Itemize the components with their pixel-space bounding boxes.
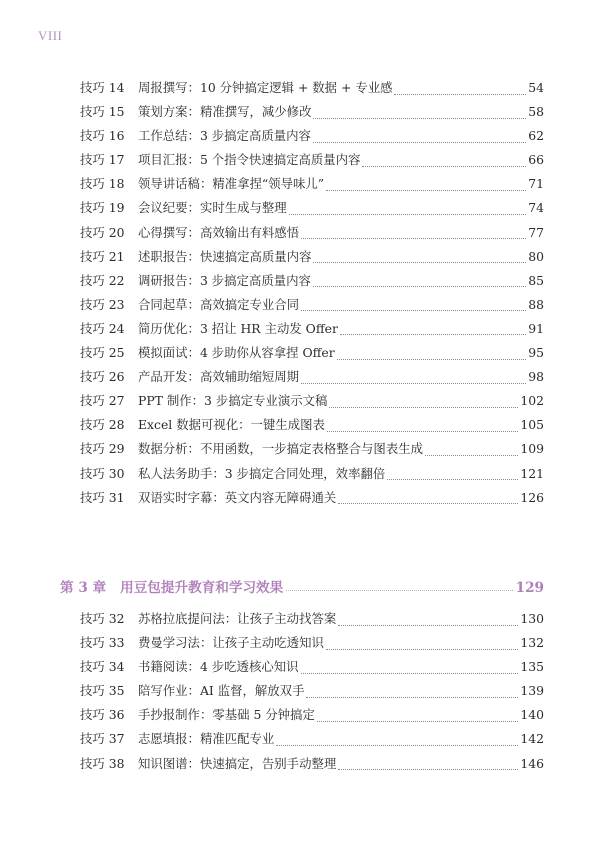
toc-entry[interactable] bbox=[80, 271, 544, 295]
chapter-heading[interactable] bbox=[60, 576, 544, 596]
toc-entry-page: 88 bbox=[528, 296, 544, 312]
toc-entry-page: 109 bbox=[520, 441, 544, 457]
toc-entry-title: 知识图谱：快速搞定，告别手动整理 bbox=[138, 755, 337, 771]
toc-entry-label: 技巧 31 bbox=[80, 489, 125, 505]
chapter-title: 用豆包提升教育和学习效果 bbox=[120, 580, 284, 596]
toc-entry-label: 技巧 34 bbox=[80, 659, 125, 675]
dot-leader bbox=[289, 214, 527, 215]
toc-entry-label: 技巧 15 bbox=[80, 104, 125, 120]
dot-leader bbox=[327, 431, 518, 432]
toc-entry-page: 74 bbox=[528, 200, 544, 216]
dot-leader bbox=[306, 697, 518, 698]
dot-leader bbox=[301, 673, 519, 674]
dot-leader bbox=[301, 383, 526, 384]
toc-entry-label: 技巧 35 bbox=[80, 683, 125, 699]
toc-entry-page: 91 bbox=[528, 320, 544, 336]
toc-entry-page: 80 bbox=[528, 248, 544, 264]
toc-entry-title: 工作总结：3 步搞定高质量内容 bbox=[138, 128, 311, 144]
toc-entry-page: 146 bbox=[520, 755, 544, 771]
toc-entry-label: 技巧 29 bbox=[80, 441, 125, 457]
toc-entry-title: Excel 数据可视化：一键生成图表 bbox=[138, 417, 325, 433]
dot-leader bbox=[338, 503, 518, 504]
toc-entry-page: 95 bbox=[528, 345, 544, 361]
toc-entry[interactable] bbox=[80, 78, 544, 102]
dot-leader bbox=[317, 721, 519, 722]
toc-entry-label: 技巧 33 bbox=[80, 635, 125, 651]
dot-leader bbox=[301, 238, 526, 239]
toc-entry[interactable] bbox=[80, 150, 544, 174]
toc-entry[interactable] bbox=[80, 633, 544, 657]
toc-entry-title: 会议纪要：实时生成与整理 bbox=[138, 200, 287, 216]
toc-entry-label: 技巧 19 bbox=[80, 200, 125, 216]
toc-entry-page: 58 bbox=[528, 104, 544, 120]
toc-entry-title: 双语实时字幕：英文内容无障碍通关 bbox=[138, 489, 337, 505]
chapter-page-number: 129 bbox=[515, 580, 544, 596]
toc-list-top bbox=[80, 78, 544, 512]
toc-entry-title: 书籍阅读：4 步吃透核心知识 bbox=[138, 659, 299, 675]
toc-entry-label: 技巧 26 bbox=[80, 369, 125, 385]
toc-entry-label: 技巧 38 bbox=[80, 755, 125, 771]
toc-entry-label: 技巧 27 bbox=[80, 393, 125, 409]
dot-leader bbox=[394, 94, 526, 95]
dot-leader bbox=[326, 190, 526, 191]
toc-entry[interactable] bbox=[80, 464, 544, 488]
dot-leader bbox=[387, 479, 518, 480]
toc-entry-title: 产品开发：高效辅助缩短周期 bbox=[138, 369, 300, 385]
toc-entry-title: 策划方案：精准撰写，减少修改 bbox=[138, 104, 312, 120]
dot-leader bbox=[425, 455, 518, 456]
toc-entry-label: 技巧 16 bbox=[80, 128, 125, 144]
toc-entry-label: 技巧 36 bbox=[80, 707, 125, 723]
dot-leader bbox=[340, 334, 526, 335]
toc-entry-title: 数据分析：不用函数，一步搞定表格整合与图表生成 bbox=[138, 441, 423, 457]
toc-entry-label: 技巧 14 bbox=[80, 80, 125, 95]
toc-entry-page: 102 bbox=[520, 393, 544, 409]
toc-entry-page: 105 bbox=[520, 417, 544, 433]
toc-entry-label: 技巧 21 bbox=[80, 248, 125, 264]
dot-leader bbox=[301, 310, 526, 311]
toc-entry-page: 62 bbox=[528, 128, 544, 144]
toc-entry-page: 77 bbox=[528, 224, 544, 240]
dot-leader bbox=[313, 286, 526, 287]
toc-entry-title: 苏格拉底提问法：让孩子主动找答案 bbox=[138, 611, 337, 626]
toc-entry-label: 技巧 17 bbox=[80, 152, 125, 168]
dot-leader bbox=[326, 649, 518, 650]
toc-entry[interactable] bbox=[80, 391, 544, 415]
toc-entry-page: 132 bbox=[520, 635, 544, 651]
toc-entry-title: 简历优化：3 招让 HR 主动发 Offer bbox=[138, 320, 338, 336]
toc-entry-title: 调研报告：3 步搞定高质量内容 bbox=[138, 272, 311, 288]
toc-entry-page: 140 bbox=[520, 707, 544, 723]
chapter-label: 第 3 章 bbox=[60, 580, 107, 596]
toc-entry-label: 技巧 22 bbox=[80, 272, 125, 288]
toc-entry-label: 技巧 18 bbox=[80, 176, 125, 192]
toc-entry[interactable] bbox=[80, 488, 544, 512]
toc-entry-page: 142 bbox=[520, 731, 544, 747]
dot-leader bbox=[338, 769, 518, 770]
toc-entry[interactable] bbox=[80, 729, 544, 753]
toc-entry[interactable] bbox=[80, 367, 544, 391]
dot-leader bbox=[313, 118, 526, 119]
dot-leader bbox=[313, 142, 526, 143]
dot-leader bbox=[313, 262, 526, 263]
toc-entry[interactable] bbox=[80, 609, 544, 633]
toc-entry-page: 66 bbox=[528, 152, 544, 168]
toc-entry-page: 139 bbox=[520, 683, 544, 699]
toc-entry-title: 项目汇报：5 个指令快速搞定高质量内容 bbox=[138, 152, 361, 168]
toc-entry-title: 心得撰写：高效输出有料感悟 bbox=[138, 224, 300, 240]
toc-entry-page: 54 bbox=[528, 80, 544, 95]
toc-entry-title: 模拟面试：4 步助你从容拿捏 Offer bbox=[138, 345, 335, 361]
toc-entry-label: 技巧 30 bbox=[80, 465, 125, 481]
toc-entry-title: 合同起草：高效搞定专业合同 bbox=[138, 296, 300, 312]
toc-entry-page: 135 bbox=[520, 659, 544, 675]
toc-entry-label: 技巧 28 bbox=[80, 417, 125, 433]
toc-entry[interactable] bbox=[80, 705, 544, 729]
toc-entry-label: 技巧 20 bbox=[80, 224, 125, 240]
dot-leader bbox=[329, 407, 518, 408]
toc-entry[interactable] bbox=[80, 295, 544, 319]
dot-leader bbox=[286, 590, 512, 591]
toc-entry-title: 领导讲话稿：精准拿捏“领导味儿” bbox=[138, 176, 325, 192]
toc-entry-page: 130 bbox=[520, 611, 544, 626]
toc-entry-title: PPT 制作：3 步搞定专业演示文稿 bbox=[138, 393, 328, 409]
dot-leader bbox=[276, 745, 518, 746]
toc-entry[interactable] bbox=[80, 174, 544, 198]
toc-entry-title: 述职报告：快速搞定高质量内容 bbox=[138, 248, 312, 264]
toc-entry[interactable] bbox=[80, 343, 544, 367]
toc-entry[interactable] bbox=[80, 439, 544, 463]
page-number-header: VIII bbox=[38, 28, 63, 43]
toc-entry-title: 志愿填报：精准匹配专业 bbox=[138, 731, 275, 747]
toc-entry-title: 费曼学习法：让孩子主动吃透知识 bbox=[138, 635, 324, 651]
toc-entry[interactable] bbox=[80, 754, 544, 778]
toc-entry-page: 126 bbox=[520, 489, 544, 505]
toc-entry-page: 98 bbox=[528, 369, 544, 385]
toc-entry[interactable] bbox=[80, 223, 544, 247]
toc-entry[interactable] bbox=[80, 198, 544, 222]
toc-list-bottom bbox=[80, 609, 544, 778]
dot-leader bbox=[338, 625, 518, 626]
dot-leader bbox=[337, 359, 527, 360]
toc-entry-label: 技巧 25 bbox=[80, 345, 125, 361]
toc-entry-label: 技巧 24 bbox=[80, 320, 125, 336]
toc-entry[interactable] bbox=[80, 657, 544, 681]
toc-entry[interactable] bbox=[80, 415, 544, 439]
toc-entry-label: 技巧 37 bbox=[80, 731, 125, 747]
toc-entry[interactable] bbox=[80, 126, 544, 150]
toc-entry-label: 技巧 23 bbox=[80, 296, 125, 312]
toc-entry[interactable] bbox=[80, 247, 544, 271]
toc-entry[interactable] bbox=[80, 681, 544, 705]
toc-entry-label: 技巧 32 bbox=[80, 611, 125, 626]
dot-leader bbox=[362, 166, 526, 167]
toc-entry-title: 周报撰写：10 分钟搞定逻辑 + 数据 + 专业感 bbox=[138, 80, 393, 95]
toc-entry-page: 71 bbox=[528, 176, 544, 192]
toc-entry-title: 陪写作业：AI 监督，解放双手 bbox=[138, 683, 305, 699]
toc-entry-page: 85 bbox=[528, 272, 544, 288]
toc-entry-page: 121 bbox=[520, 465, 544, 481]
toc-entry-title: 手抄报制作：零基础 5 分钟搞定 bbox=[138, 707, 315, 723]
toc-entry[interactable] bbox=[80, 102, 544, 126]
toc-entry-title: 私人法务助手：3 步搞定合同处理，效率翻倍 bbox=[138, 465, 386, 481]
toc-entry[interactable] bbox=[80, 319, 544, 343]
